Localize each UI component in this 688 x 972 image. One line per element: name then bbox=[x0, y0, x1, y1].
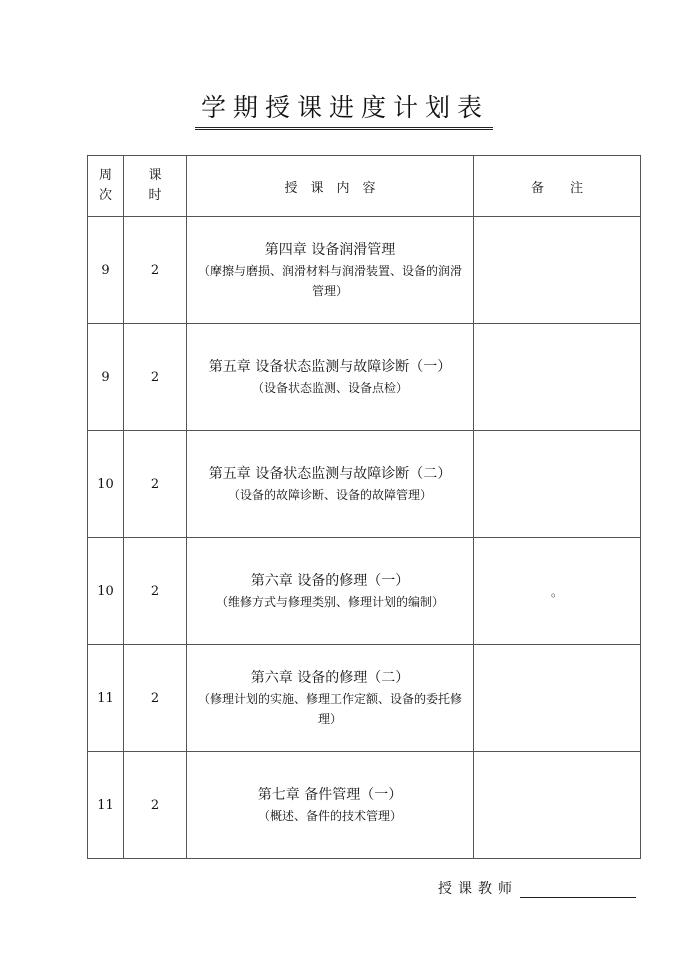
header-content bbox=[187, 156, 474, 217]
content-cell bbox=[187, 645, 474, 752]
content-cell bbox=[187, 752, 474, 859]
remark-cell bbox=[474, 217, 641, 324]
week-value: 9 bbox=[101, 369, 110, 385]
chapter-title: 第七章 备件管理（一） bbox=[257, 786, 403, 803]
header-remarks-label: 备 注 bbox=[530, 180, 583, 196]
remark-cell bbox=[474, 431, 641, 538]
week-cell bbox=[88, 645, 124, 752]
week-value: 10 bbox=[97, 476, 114, 492]
hours-value: 2 bbox=[150, 583, 160, 599]
content-cell bbox=[187, 324, 474, 431]
chapter-title: 第六章 设备的修理（二） bbox=[250, 669, 410, 686]
hours-value: 2 bbox=[150, 262, 160, 278]
week-cell bbox=[88, 752, 124, 859]
table-row bbox=[88, 538, 641, 645]
content-cell bbox=[187, 431, 474, 538]
hours-value: 2 bbox=[150, 476, 160, 492]
hours-cell bbox=[124, 645, 187, 752]
header-content-label: 授 课 内 容 bbox=[284, 180, 376, 196]
week-value: 11 bbox=[97, 690, 114, 706]
chapter-title: 第六章 设备的修理（一） bbox=[250, 572, 410, 589]
remark-value: 。 bbox=[550, 584, 563, 599]
chapter-detail: （概述、备件的技术管理） bbox=[257, 808, 402, 823]
chapter-title: 第四章 设备润滑管理 bbox=[264, 241, 396, 258]
table-row bbox=[88, 431, 641, 538]
header-week-label: 周 次 bbox=[98, 168, 112, 203]
chapter-detail: （设备状态监测、设备点检） bbox=[251, 380, 408, 395]
hours-cell bbox=[124, 538, 187, 645]
header-remarks bbox=[474, 156, 641, 217]
remark-cell bbox=[474, 324, 641, 431]
chapter-title: 第五章 设备状态监测与故障诊断（二） bbox=[208, 465, 452, 482]
table-row bbox=[88, 324, 641, 431]
page-title bbox=[0, 88, 688, 130]
table-row bbox=[88, 217, 641, 324]
chapter-detail: （修理计划的实施、修理工作定额、设备的委托修理） bbox=[197, 691, 462, 726]
content-cell bbox=[187, 538, 474, 645]
week-value: 11 bbox=[97, 797, 114, 813]
schedule-table bbox=[87, 155, 641, 859]
hours-cell bbox=[124, 752, 187, 859]
remark-cell bbox=[474, 538, 641, 645]
signature-line[interactable] bbox=[520, 879, 636, 898]
hours-cell bbox=[124, 431, 187, 538]
remark-cell bbox=[474, 645, 641, 752]
table-row bbox=[88, 752, 641, 859]
chapter-detail: （摩擦与磨损、润滑材料与润滑装置、设备的润滑管理） bbox=[197, 263, 462, 298]
signature-label: 授课教师 bbox=[438, 881, 518, 897]
chapter-title: 第五章 设备状态监测与故障诊断（一） bbox=[208, 358, 452, 375]
week-cell bbox=[88, 217, 124, 324]
title-text: 学期授课进度计划表 bbox=[195, 88, 493, 130]
hours-cell bbox=[124, 217, 187, 324]
week-cell bbox=[88, 538, 124, 645]
table-row bbox=[88, 645, 641, 752]
content-cell bbox=[187, 217, 474, 324]
chapter-detail: （设备的故障诊断、设备的故障管理） bbox=[227, 487, 432, 502]
week-value: 9 bbox=[101, 262, 110, 278]
header-hours bbox=[124, 156, 187, 217]
hours-value: 2 bbox=[150, 369, 160, 385]
header-week bbox=[88, 156, 124, 217]
hours-cell bbox=[124, 324, 187, 431]
chapter-detail: （维修方式与修理类别、修理计划的编制） bbox=[215, 594, 444, 609]
hours-value: 2 bbox=[150, 690, 160, 706]
hours-value: 2 bbox=[150, 797, 160, 813]
week-cell bbox=[88, 431, 124, 538]
header-hours-label: 课 时 bbox=[148, 168, 162, 203]
week-cell bbox=[88, 324, 124, 431]
table-header-row bbox=[88, 156, 641, 217]
remark-cell bbox=[474, 752, 641, 859]
teacher-signature bbox=[438, 878, 636, 898]
week-value: 10 bbox=[97, 583, 114, 599]
